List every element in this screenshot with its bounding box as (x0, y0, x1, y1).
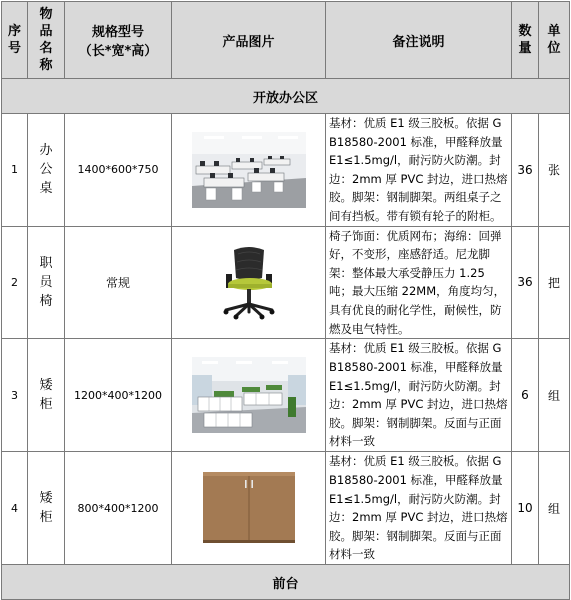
office-desks-photo-icon (192, 132, 306, 208)
row-note: 基材：优质 E1 级三胶板。依据 GB18580-2001 标准，甲醛释放量 E1≤1.5mg/l，耐污防火防潮。封边：2mm 厚 PVC 封边，进口热熔胶。脚架：钢制脚架。反面与正面材料一致 (326, 452, 512, 565)
row-name: 矮柜 (28, 339, 65, 452)
row-name: 职员椅 (28, 226, 65, 339)
row-spec: 常规 (65, 226, 172, 339)
row-seq: 3 (2, 339, 28, 452)
header-name: 物品名称 (28, 2, 65, 79)
header-unit: 单位 (539, 2, 570, 79)
row-qty: 36 (512, 114, 539, 227)
row-seq: 2 (2, 226, 28, 339)
row-qty: 6 (512, 339, 539, 452)
section-title: 前台 (2, 565, 570, 600)
row-image (172, 226, 326, 339)
row-spec: 1200*400*1200 (65, 339, 172, 452)
row-seq: 1 (2, 114, 28, 227)
table-row (2, 114, 570, 227)
row-image (172, 114, 326, 227)
table-row (2, 226, 570, 339)
header-qty: 数量 (512, 2, 539, 79)
section-title: 开放办公区 (2, 79, 570, 114)
row-note: 椅子饰面：优质网布；海绵：回弹好，不变形，座感舒适。尼龙脚架：整体最大承受静压力 1.25 吨；最大压缩 22MM，角度均匀，具有优良的耐化学性，耐候性，防燃及电气特性。 (326, 226, 512, 339)
table-row (2, 339, 570, 452)
section-row (2, 79, 570, 114)
row-image (172, 452, 326, 565)
office-chair-photo-icon (214, 244, 284, 320)
header-row (2, 2, 570, 79)
section-row (2, 565, 570, 600)
row-qty: 10 (512, 452, 539, 565)
row-unit: 组 (539, 339, 570, 452)
low-cabinets-office-photo-icon (192, 357, 306, 433)
header-note: 备注说明 (326, 2, 512, 79)
row-unit: 组 (539, 452, 570, 565)
row-note: 基材：优质 E1 级三胶板。依据 GB18580-2001 标准，甲醛释放量 E1≤1.5mg/l，耐污防火防潮。封边：2mm 厚 PVC 封边，进口热熔胶。脚架：钢制脚架。两组桌子之间有挡板。带有锁有轮子的附柜。 (326, 114, 512, 227)
row-image (172, 339, 326, 452)
header-spec-line2: （长*宽*高） (78, 44, 158, 59)
header-spec-line1: 规格型号 (91, 25, 144, 40)
header-image: 产品图片 (172, 2, 326, 79)
row-unit: 把 (539, 226, 570, 339)
wooden-cabinet-photo-icon (201, 470, 297, 546)
row-note: 基材：优质 E1 级三胶板。依据 GB18580-2001 标准，甲醛释放量 E1≤1.5mg/l，耐污防火防潮。封边：2mm 厚 PVC 封边，进口热熔胶。脚架：钢制脚架。反面与正面材料一致 (326, 339, 512, 452)
header-seq: 序号 (2, 2, 28, 79)
row-seq: 4 (2, 452, 28, 565)
row-spec: 1400*600*750 (65, 114, 172, 227)
row-spec: 800*400*1200 (65, 452, 172, 565)
furniture-spec-table (1, 1, 570, 600)
row-name: 办公桌 (28, 114, 65, 227)
header-spec (65, 2, 172, 79)
row-unit: 张 (539, 114, 570, 227)
row-name: 矮柜 (28, 452, 65, 565)
row-qty: 36 (512, 226, 539, 339)
table-row (2, 452, 570, 565)
